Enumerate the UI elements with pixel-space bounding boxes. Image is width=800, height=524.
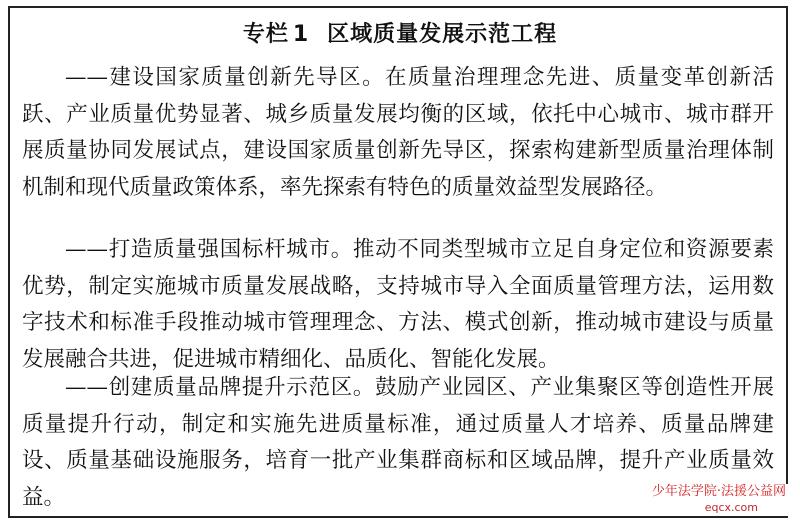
watermark-site-name: 少年法学院·法援公益网	[651, 484, 786, 499]
column-title	[0, 22, 800, 48]
watermark-url: eqcx.com	[704, 501, 758, 514]
paragraph-brand-demo-zone: ——创建质量品牌提升示范区。鼓励产业园区、产业集聚区等创造性开展质量提升行动，制定和实施先进质量标准，通过质量人才培养、质量品牌建设、质量基础设施服务，培育一批产业集群商标和区域品牌，提升产业质量效益。	[22, 375, 774, 510]
site-watermark	[650, 484, 788, 516]
paragraph-benchmark-city: ——打造质量强国标杆城市。推动不同类型城市立足自身定位和资源要素优势，制定实施城市质量发展战略，支持城市导入全面质量管理方法，运用数字技术和标准手段推动城市管理理念、方法、模式创新，推动城市建设与质量发展融合共进，促进城市精细化、品质化、智能化发展。	[22, 237, 774, 372]
column-number: 1	[292, 22, 310, 47]
column-label: 专栏	[242, 22, 289, 47]
paragraph-quality-innovation-zone: ——建设国家质量创新先导区。在质量治理理念先进、质量变革创新活跃、产业质量优势显著、城乡质量发展均衡的区域，依托中心城市、城市群开展质量协同发展试点，建设国家质量创新先导区，探索构建新型质量治理体制机制和现代质量政策体系，率先探索有特色的质量效益型发展路径。	[22, 65, 774, 200]
column-heading: 区域质量发展示范工程	[327, 22, 558, 47]
